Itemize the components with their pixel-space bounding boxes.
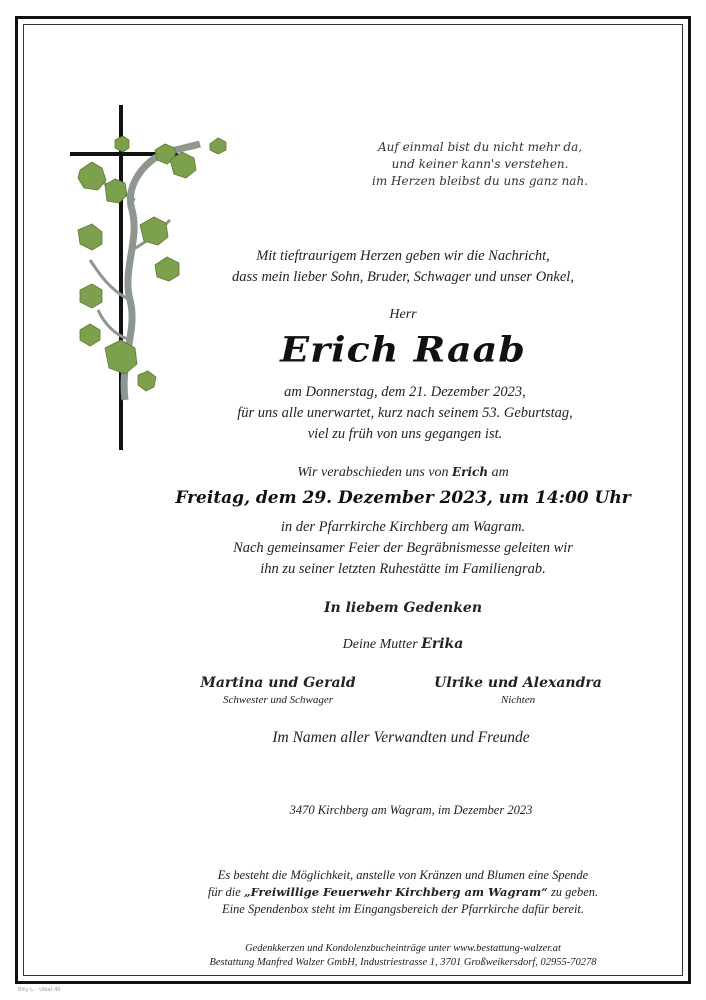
donation-line: Eine Spendenbox steht im Eingangsbereich der Pfarrkirche dafür bereit. [221,902,585,916]
donation-prefix: für die [207,885,241,899]
poem-line: im Herzen bleibst du uns ganz nah. [371,174,589,188]
donation-organization: „Freiwillige Feuerwehr Kirchberg am Wagram“ [243,885,548,899]
intro-text [0,246,706,288]
mother-line [50,636,706,653]
intro-line: dass mein lieber Sohn, Bruder, Schwager und unser Onkel, [232,269,574,285]
donation-note [50,867,706,918]
mother-name: Erika [421,636,464,652]
footer-line: Bestattung Manfred Walzer GmbH, Industriestrasse 1, 3701 Großweikersdorf, 02955-70278 [209,957,597,968]
footer-line: Gedenkkerzen und Kondolenzbucheinträge unter www.bestattung-walzer.at [245,943,561,954]
mother-prefix: Deine Mutter [342,637,418,652]
relative-group [178,675,378,706]
intro-line: Mit tieftraurigem Herzen geben wir die Nachricht, [256,248,550,264]
relative-group [418,675,618,706]
funeral-date: Freitag, dem 29. Dezember 2023, um 14:00 Uhr [175,488,631,508]
relative-names: Ulrike und Alexandra [434,675,602,691]
death-notice [52,382,706,445]
poem [330,139,630,190]
farewell-prefix: Wir verabschieden uns von [297,465,449,480]
church-details [50,517,706,580]
relative-names: Martina und Gerald [200,675,356,691]
donation-suffix: zu geben. [550,885,599,899]
footer [50,942,706,970]
poem-line: Auf einmal bist du nicht mehr da, [377,140,583,154]
corner-note: Billy L. · Ulbar 40 [18,987,61,993]
church-line: in der Pfarrkirche Kirchberg am Wagram. [280,519,526,535]
death-line: viel zu früh von uns gegangen ist. [307,426,503,442]
donation-line [50,884,706,901]
death-line: für uns alle unerwartet, kurz nach seinem 53. Geburtstag, [237,405,573,421]
church-line: Nach gemeinsamer Feier der Begräbnismesse geleiten wir [233,540,573,556]
poem-line: und keiner kann's verstehen. [391,157,569,171]
farewell-name: Erich [452,465,489,479]
relative-relation: Schwester und Schwager [223,694,333,706]
place-date: 3470 Kirchberg am Wagram, im Dezember 2023 [289,803,533,817]
relative-relation: Nichten [500,694,536,706]
church-line: ihn zu seiner letzten Ruhestätte im Familiengrab. [260,561,546,577]
salutation: Herr [389,307,417,322]
donation-line: Es besteht die Möglichkeit, anstelle von Kränzen und Blumen eine Spende [217,868,589,882]
farewell-line [50,465,706,481]
death-line: am Donnerstag, dem 21. Dezember 2023, [284,384,526,400]
in-memory-heading: In liebem Gedenken [323,600,483,616]
farewell-suffix: am [491,465,509,480]
on-behalf-line: Im Namen aller Verwandten und Freunde [272,729,530,746]
deceased-name: Erich Raab [280,329,526,370]
